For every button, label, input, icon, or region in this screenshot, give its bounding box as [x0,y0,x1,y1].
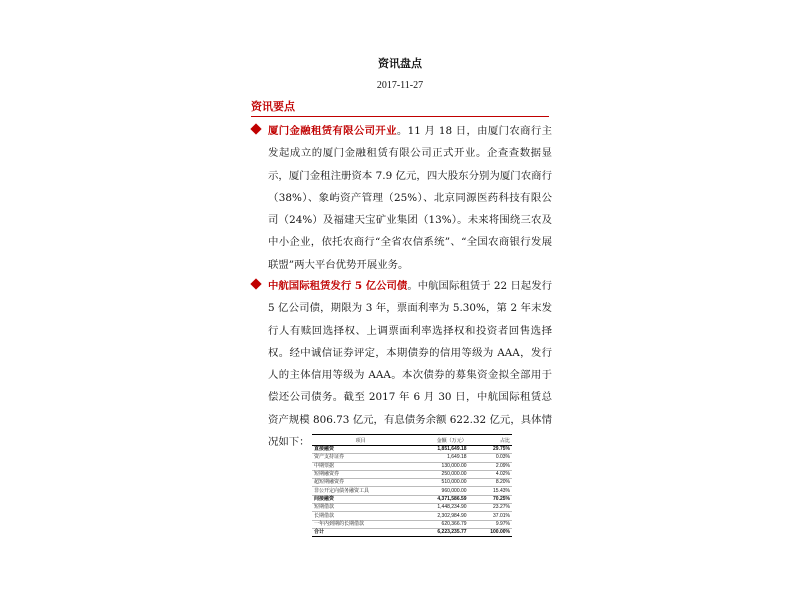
header-item: 项目 [312,435,409,446]
cell-pct: 70.25% [469,495,512,503]
table-row [312,528,512,536]
cell-amount: 1,649.18 [409,454,468,462]
cell-item: 非公开定向债务融资工具 [312,487,409,495]
news-body: 。11 月 18 日，由厦门农商行主发起成立的厦门金融租赁有限公司正式开业。企查查数据显示，厦门金租注册资本 7.9 亿元，四大股东分别为厦门农商行（38%）、象屿资产管理（25%）、北京同源医药科技有限公司（24%）及福建天宝矿业集团（13%）。未来将围绕三农及中小企业，依托农商行“全省农信系统”、“全国农商银行发展联盟”两大平台优势开展业务。 [268,125,552,271]
debt-table-container [312,434,512,537]
cell-pct: 29.75% [469,446,512,454]
news-paragraph [268,120,552,276]
table-row [312,479,512,487]
cell-item: 短期借款 [312,504,409,512]
news-item-1 [252,120,552,276]
header-amount: 金额（万元） [409,435,468,446]
cell-pct: 15.43% [469,487,512,495]
table-row [312,520,512,528]
table-row [312,487,512,495]
news-headline: 中航国际租赁发行 5 亿公司债 [268,280,408,292]
cell-item: 一年内到期的长期借款 [312,520,409,528]
cell-amount: 1,448,234.90 [409,504,468,512]
cell-pct: 37.01% [469,512,512,520]
table-row [312,504,512,512]
doc-title: 资讯盘点 [378,57,422,70]
table-row [312,446,512,454]
cell-pct: 23.27% [469,504,512,512]
cell-item: 合计 [312,528,409,536]
debt-table [312,434,512,537]
cell-item: 资产支持证券 [312,454,409,462]
cell-amount: 620,366.79 [409,520,468,528]
cell-amount: 510,000.00 [409,479,468,487]
cell-pct: 9.97% [469,520,512,528]
news-paragraph [268,275,552,453]
diamond-bullet-icon [250,123,261,134]
cell-item: 超短期融资券 [312,479,409,487]
cell-item: 直接融资 [312,446,409,454]
diamond-bullet-icon [250,278,261,289]
header-pct: 占比 [469,435,512,446]
cell-amount: 130,000.00 [409,462,468,470]
cell-pct: 0.03% [469,454,512,462]
cell-pct: 2.09% [469,462,512,470]
cell-amount: 2,302,984.90 [409,512,468,520]
table-body [312,446,512,537]
cell-item: 长期借款 [312,512,409,520]
cell-item: 中期票据 [312,462,409,470]
cell-item: 短期融资券 [312,470,409,478]
cell-pct: 4.02% [469,470,512,478]
cell-amount: 4,371,586.59 [409,495,468,503]
news-headline: 厦门金融租赁有限公司开业 [268,125,397,137]
cell-amount: 960,000.00 [409,487,468,495]
table-row [312,512,512,520]
table-row [312,470,512,478]
cell-amount: 6,223,235.77 [409,528,468,536]
cell-amount: 1,851,649.18 [409,446,468,454]
doc-date: 2017-11-27 [376,80,424,91]
cell-amount: 250,000.00 [409,470,468,478]
news-body: 。中航国际租赁于 22 日起发行 5 亿公司债，期限为 3 年，票面利率为 5.30%，第 2 年末发行人有赎回选择权、上调票面利率选择权和投资者回售选择权。经中诚信证券评定，本期债券的信用等级为 AAA，发行人的主体信用等级为 AAA。本次债券的募集资金拟全部用于偿还公司债务。截至 2017 年 6 月 30 日，中航国际租赁总资产规模 806.73 亿元，有息债务余额 622.32 亿元，具体情况如下： [268,280,552,449]
table-row [312,462,512,470]
cell-pct: 100.00% [469,528,512,536]
news-item-2 [252,275,552,453]
table-row [312,454,512,462]
table-row [312,495,512,503]
cell-item: 间接融资 [312,495,409,503]
table-header-row [312,435,512,446]
cell-pct: 8.20% [469,479,512,487]
section-heading: 资讯要点 [251,98,549,117]
